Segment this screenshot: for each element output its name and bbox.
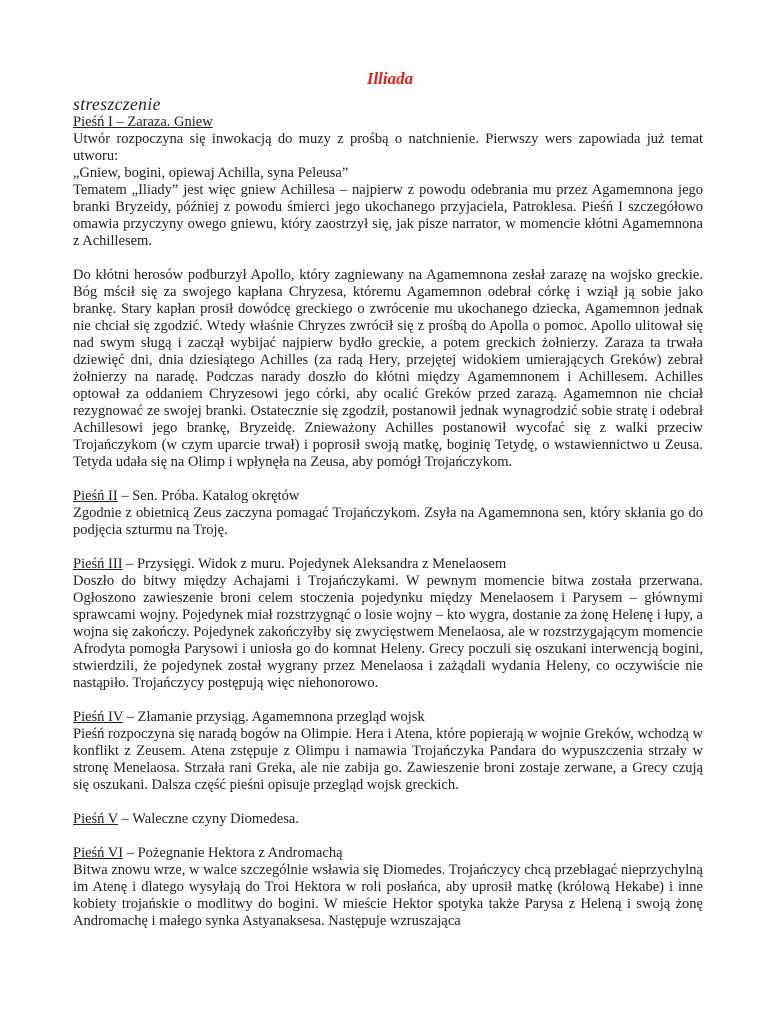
section-piesn-4 <box>73 709 703 794</box>
section-heading-underlined: Pieśń VI <box>73 845 124 861</box>
section-heading <box>73 556 703 573</box>
section-heading-rest: – Pożegnanie Hektora z Andromachą <box>123 845 343 861</box>
section-heading <box>73 845 703 862</box>
section-piesn-5 <box>73 811 703 828</box>
paragraph-gap <box>73 250 703 267</box>
section-heading-rest: – Przysięgi. Widok z muru. Pojedynek Aleksandra z Menelaosem <box>122 556 507 572</box>
paragraph: Do kłótni herosów podburzył Apollo, który zagniewany na Agamemnona zesłał zarazę na wojsko greckie. Bóg mścił się za swojego kapłana Chryzesa, któremu Agamemnon odebrał córkę i wziął ją sobie jako brankę. Stary kapłan prosił dowódcę greckiego o zwrócenie mu ukochanego dziecka, Agamemnon jednak nie chciał się zgodzić. Wtedy właśnie Chryzes zwrócił się z prośbą do Apolla o pomoc. Apollo ulitował się nad swym sługą i zaczął wybijać najpierw bydło greckie, a potem greckich żołnierzy. Zaraza ta trwała dziewięć dni, dnia dziesiątego Achilles (za radą Hery, przejętej widokiem umierających Greków) zebrał żołnierzy na naradę. Podczas narady doszło do kłótni między Agamemnonem i Achillesem. Achilles optował za oddaniem Chryzesowi jego córki, aby ocalić Greków przed zarazą. Agamemnon nie chciał rezygnować ze swojej branki. Ostatecznie się zgodził, postanowił jednak wynagrodzić sobie stratę i odebrał Achillesowi jego brankę, Bryzeidę. Znieważony Achilles postanowił wycofać się z walki przeciw Trojańczykom (w czym uparcie trwał) i poprosił swoją matkę, boginię Tetydę, o wstawiennictwo u Zeusa. Tetyda udała się na Olimp i wpłynęła na Zeusa, aby pomógł Trojańczykom. <box>73 267 703 470</box>
section-heading <box>73 709 703 726</box>
document-page <box>73 68 703 947</box>
section-heading <box>73 114 703 131</box>
section-heading-underlined: Pieśń V <box>73 811 118 827</box>
section-heading <box>73 488 703 505</box>
section-heading-underlined: Pieśń IV <box>73 709 124 725</box>
section-piesn-2 <box>73 488 703 539</box>
document-title: Illiada <box>366 69 414 88</box>
section-heading <box>73 811 703 828</box>
paragraph: Bitwa znowu wrze, w walce szczególnie wsławia się Diomedes. Trojańczycy chcą przebłagać nieprzychylną im Atenę i dlatego wysyłają do Troi Hektora w roli posłańca, aby uprosił matkę (królową Hekabe) i inne kobiety trojańskie o modlitwy do bogini. W mieście Hektor spotyka także Parysa z Heleną i swoją żonę Andromachę i małego synka Astyanaksesa. Następuje wzruszająca <box>73 862 703 929</box>
document-subtitle: streszczenie <box>73 94 161 114</box>
section-heading-rest: – Waleczne czyny Diomedesa. <box>118 811 299 827</box>
section-piesn-3 <box>73 556 703 692</box>
section-piesn-1 <box>73 114 703 471</box>
paragraph: Zgodnie z obietnicą Zeus zaczyna pomagać Trojańczykom. Zsyła na Agamemnona sen, który skłania go do podjęcia szturmu na Troję. <box>73 505 703 538</box>
section-heading-rest: – Sen. Próba. Katalog okrętów <box>117 488 300 504</box>
section-heading-rest: – Złamanie przysiąg. Agamemnona przegląd wojsk <box>123 709 425 725</box>
paragraph: Doszło do bitwy między Achajami i Trojańczykami. W pewnym momencie bitwa została przerwana. Ogłoszono zawieszenie broni celem stoczenia pojedynku między Menelaosem i Parysem – głównymi sprawcami wojny. Pojedynek miał rozstrzygnąć o losie wojny – kto wygra, dostanie za żonę Helenę i łupy, a wojna się zakończy. Pojedynek zakończyłby się zwycięstwem Menelaosa, ale w rozstrzygającym momencie Afrodyta pomogła Parysowi i uniosła go do komnat Heleny. Grecy poczuli się oszukani interwencją bogini, stwierdzili, że pojedynek został wygrany przez Menelaosa i zażądali wydania Heleny, co oczywiście nie nastąpiło. Trojańczycy postępują więc niehonorowo. <box>73 573 703 691</box>
paragraph: Tematem „Iliady” jest więc gniew Achillesa – najpierw z powodu odebrania mu przez Agamemnona jego branki Bryzeidy, później z powodu śmierci jego ukochanego przyjaciela, Patroklesa. Pieśń I szczegółowo omawia przyczyny owego gniewu, który zaostrzył się, jak pisze narrator, w momencie kłótni Agamemnona z Achillesem. <box>73 182 703 249</box>
paragraph: Pieśń rozpoczyna się naradą bogów na Olimpie. Hera i Atena, które popierają w wojnie Greków, wchodzą w konflikt z Zeusem. Atena zstępuje z Olimpu i namawia Trojańczyka Pandara do wypuszczenia strzały w stronę Menelaosa. Strzała rani Greka, ale nie zabija go. Zawieszenie broni zostaje zerwane, a Grecy czują się oszukani. Dalsza część pieśni opisuje przegląd wojsk greckich. <box>73 726 703 793</box>
section-heading-underlined: Pieśń III <box>73 556 123 572</box>
section-heading-underlined: Pieśń II <box>73 488 118 504</box>
paragraph: Utwór rozpoczyna się inwokacją do muzy z prośbą o natchnienie. Pierwszy wers zapowiada już temat utworu: <box>73 131 703 164</box>
section-heading-underlined: Pieśń I – Zaraza. Gniew <box>73 114 213 130</box>
section-piesn-6 <box>73 845 703 930</box>
quote-line: „Gniew, bogini, opiewaj Achilla, syna Peleusa” <box>73 165 349 181</box>
